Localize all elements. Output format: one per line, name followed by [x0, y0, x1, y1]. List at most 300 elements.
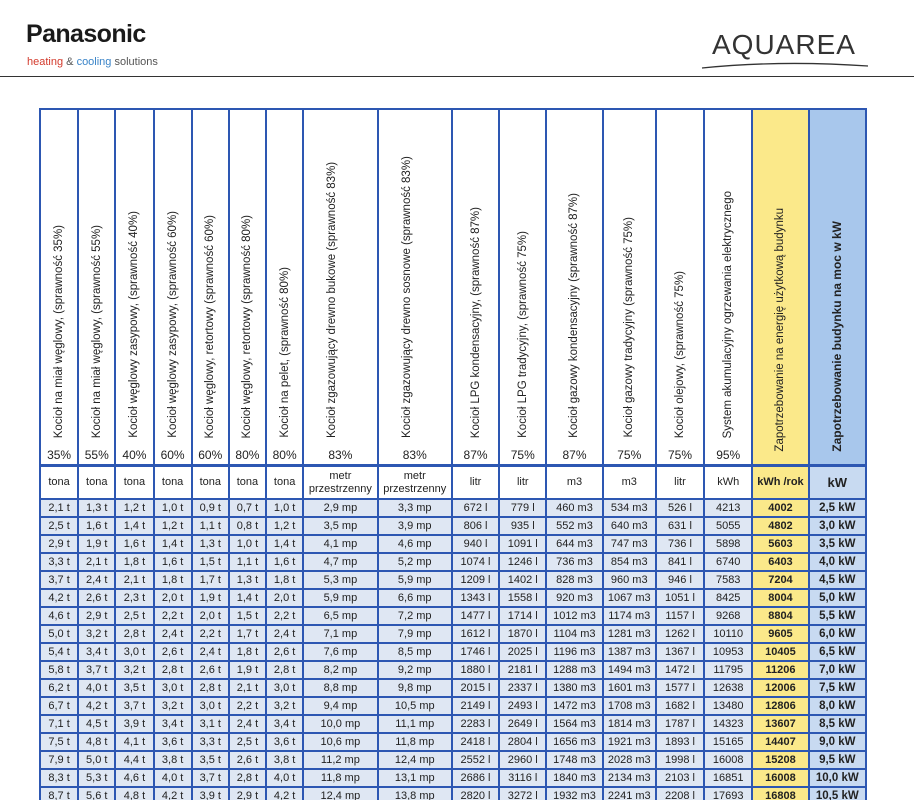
table-cell: 3,7 t [41, 570, 79, 588]
table-cell: 5,9 mp [379, 570, 453, 588]
table-cell: 1246 l [500, 552, 547, 570]
table-cell: 2,6 t [193, 660, 230, 678]
table-cell: 11795 [705, 660, 753, 678]
table-cell: 10953 [705, 642, 753, 660]
table-cell: 841 l [657, 552, 705, 570]
table-cell: 6,0 kW [810, 624, 865, 642]
table-cell: 1,8 t [155, 570, 193, 588]
table-cell: 11,8 mp [379, 732, 453, 750]
comparison-table [41, 110, 865, 800]
tagline-amp: & [66, 56, 74, 68]
table-cell: 3,9 t [116, 714, 154, 732]
table-row [41, 570, 865, 588]
table-cell: 1612 l [453, 624, 500, 642]
table-row [41, 786, 865, 800]
table-cell: 1380 m3 [547, 678, 603, 696]
table-cell: 11,8 mp [304, 768, 378, 786]
table-cell: 4213 [705, 498, 753, 516]
table-cell: 4,0 kW [810, 552, 865, 570]
table-cell: 2,6 t [230, 750, 267, 768]
table-row [41, 606, 865, 624]
table-cell: 4,1 mp [304, 534, 378, 552]
table-cell: 2337 l [500, 678, 547, 696]
table-cell: 10405 [753, 642, 809, 660]
table-cell: 1367 l [657, 642, 705, 660]
unit-cell: tona [193, 464, 230, 498]
table-cell: 9,2 mp [379, 660, 453, 678]
table-cell: 11,2 mp [304, 750, 378, 768]
table-cell: 747 m3 [604, 534, 657, 552]
column-label: Kocioł LPG tradycyjny, (sprawność 75%) [516, 231, 529, 438]
table-row [41, 732, 865, 750]
table-cell: 2,5 t [116, 606, 154, 624]
table-cell: 6403 [753, 552, 809, 570]
column-label: Kocioł gazowy kondensacyjny (sprawność 87%) [568, 193, 581, 438]
table-cell: 2,2 t [267, 606, 304, 624]
table-cell: 2283 l [453, 714, 500, 732]
table-cell: 2,1 t [79, 552, 116, 570]
table-cell: 2,5 t [230, 732, 267, 750]
table-cell: 16808 [753, 786, 809, 800]
table-cell: 2181 l [500, 660, 547, 678]
table-cell: 16008 [753, 768, 809, 786]
table-cell: 2804 l [500, 732, 547, 750]
table-cell: 1,0 t [230, 534, 267, 552]
table-row [41, 750, 865, 768]
table-cell: 3,2 t [155, 696, 193, 714]
table-cell: 1,9 t [230, 660, 267, 678]
table-cell: 7,5 t [41, 732, 79, 750]
table-cell: 4,2 t [79, 696, 116, 714]
table-cell: 8,5 kW [810, 714, 865, 732]
table-cell: 2,0 t [193, 606, 230, 624]
table-cell: 1880 l [453, 660, 500, 678]
table-row [41, 678, 865, 696]
table-cell: 5603 [753, 534, 809, 552]
table-row [41, 624, 865, 642]
table-cell: 7,2 mp [379, 606, 453, 624]
table-cell: 1,1 t [230, 552, 267, 570]
table-cell: 1577 l [657, 678, 705, 696]
table-cell: 1682 l [657, 696, 705, 714]
column-efficiency: 75% [510, 448, 535, 462]
table-cell: 2,1 t [41, 498, 79, 516]
unit-cell: kWh [705, 464, 753, 498]
table-cell: 2,8 t [193, 678, 230, 696]
table-cell: 14407 [753, 732, 809, 750]
table-cell: 1714 l [500, 606, 547, 624]
table-cell: 4,0 t [79, 678, 116, 696]
table-cell: 3,5 kW [810, 534, 865, 552]
table-cell: 5,9 mp [304, 588, 378, 606]
table-cell: 8,2 mp [304, 660, 378, 678]
column-header [379, 110, 453, 464]
table-cell: 1,5 t [230, 606, 267, 624]
column-header [304, 110, 378, 464]
column-label: Kocioł węglowy zasypowy, (sprawność 40%) [128, 211, 141, 438]
table-cell: 935 l [500, 516, 547, 534]
table-cell: 2,3 t [116, 588, 154, 606]
table-cell: 2,4 t [230, 714, 267, 732]
table-cell: 8,7 t [41, 786, 79, 800]
table-cell: 0,9 t [193, 498, 230, 516]
table-cell: 1601 m3 [604, 678, 657, 696]
table-cell: 1,9 t [79, 534, 116, 552]
table-cell: 6,6 mp [379, 588, 453, 606]
unit-cell: kWh /rok [753, 464, 809, 498]
table-cell: 644 m3 [547, 534, 603, 552]
table-cell: 1,3 t [230, 570, 267, 588]
tagline-heating: heating [27, 56, 64, 68]
unit-cell: tona [116, 464, 154, 498]
table-row [41, 714, 865, 732]
table-cell: 12,4 mp [304, 786, 378, 800]
table-cell: 5,2 mp [379, 552, 453, 570]
table-cell: 12006 [753, 678, 809, 696]
table-cell: 2960 l [500, 750, 547, 768]
table-cell: 5,5 kW [810, 606, 865, 624]
table-cell: 15165 [705, 732, 753, 750]
table-cell: 4802 [753, 516, 809, 534]
table-row [41, 516, 865, 534]
column-label: Zapotrzebowanie budynku na moc w kW [830, 221, 845, 452]
column-label: Kocioł węglowy zasypowy, (sprawność 60%) [166, 211, 179, 438]
table-cell: 2,6 t [155, 642, 193, 660]
table-row [41, 588, 865, 606]
table-cell: 672 l [453, 498, 500, 516]
table-cell: 5,0 t [79, 750, 116, 768]
table-cell: 1288 m3 [547, 660, 603, 678]
table-cell: 1656 m3 [547, 732, 603, 750]
table-cell: 2,8 t [230, 768, 267, 786]
column-efficiency: 80% [235, 448, 260, 462]
table-cell: 7,9 mp [379, 624, 453, 642]
table-cell: 1787 l [657, 714, 705, 732]
unit-cell: m3 [547, 464, 603, 498]
table-cell: 2418 l [453, 732, 500, 750]
column-label: System akumulacyjny ogrzewania elektrycznego [722, 190, 735, 438]
column-label: Kocioł olejowy, (sprawność 75%) [673, 270, 686, 438]
table-cell: 2,2 t [193, 624, 230, 642]
table-cell: 3,4 t [155, 714, 193, 732]
table-cell: 1893 l [657, 732, 705, 750]
unit-cell: metr przestrzenny [304, 464, 378, 498]
table-cell: 2,4 t [193, 642, 230, 660]
table-cell: 946 l [657, 570, 705, 588]
table-cell: 1091 l [500, 534, 547, 552]
table-cell: 4,0 t [267, 768, 304, 786]
table-cell: 9605 [753, 624, 809, 642]
table-cell: 2103 l [657, 768, 705, 786]
table-cell: 2820 l [453, 786, 500, 800]
unit-cell: m3 [604, 464, 657, 498]
table-cell: 1,6 t [79, 516, 116, 534]
table-cell: 631 l [657, 516, 705, 534]
table-cell: 5,8 t [41, 660, 79, 678]
table-cell: 2,4 t [79, 570, 116, 588]
table-cell: 640 m3 [604, 516, 657, 534]
unit-cell: kW [810, 464, 865, 498]
table-cell: 13480 [705, 696, 753, 714]
table-cell: 4,2 t [155, 786, 193, 800]
table-cell: 4,5 kW [810, 570, 865, 588]
table-cell: 1,8 t [116, 552, 154, 570]
column-efficiency: 87% [463, 448, 488, 462]
table-cell: 1472 l [657, 660, 705, 678]
table-cell: 4,4 t [116, 750, 154, 768]
table-cell: 1,7 t [193, 570, 230, 588]
table-cell: 2,8 t [267, 660, 304, 678]
table-cell: 16851 [705, 768, 753, 786]
table-cell: 7204 [753, 570, 809, 588]
table-cell: 5,3 t [79, 768, 116, 786]
table-cell: 1998 l [657, 750, 705, 768]
table-cell: 6740 [705, 552, 753, 570]
table-cell: 17693 [705, 786, 753, 800]
table-cell: 3,5 t [116, 678, 154, 696]
table-cell: 2028 m3 [604, 750, 657, 768]
table-cell: 1,2 t [116, 498, 154, 516]
column-efficiency: 83% [328, 448, 353, 462]
table-cell: 1051 l [657, 588, 705, 606]
table-cell: 4,8 t [79, 732, 116, 750]
units-row [41, 464, 865, 498]
table-cell: 3,4 t [79, 642, 116, 660]
table-cell: 2,0 t [155, 588, 193, 606]
column-header [453, 110, 500, 464]
table-row [41, 498, 865, 516]
table-cell: 1,6 t [116, 534, 154, 552]
table-cell: 2,9 mp [304, 498, 378, 516]
table-cell: 2686 l [453, 768, 500, 786]
table-cell: 2,0 t [267, 588, 304, 606]
table-cell: 1,4 t [230, 588, 267, 606]
column-header [116, 110, 154, 464]
brand-tagline [27, 56, 158, 68]
table-header-row [41, 110, 865, 464]
unit-cell: metr przestrzenny [379, 464, 453, 498]
unit-cell: tona [155, 464, 193, 498]
table-cell: 8004 [753, 588, 809, 606]
column-header [41, 110, 79, 464]
unit-cell: tona [41, 464, 79, 498]
table-cell: 12806 [753, 696, 809, 714]
unit-cell: tona [267, 464, 304, 498]
column-efficiency: 87% [562, 448, 587, 462]
table-cell: 4,6 t [41, 606, 79, 624]
table-cell: 3,6 t [267, 732, 304, 750]
table-cell: 2,6 t [79, 588, 116, 606]
table-cell: 779 l [500, 498, 547, 516]
table-cell: 4,7 mp [304, 552, 378, 570]
table-cell: 2025 l [500, 642, 547, 660]
table-row [41, 642, 865, 660]
table-row [41, 696, 865, 714]
aquarea-swoosh-icon [700, 58, 870, 74]
table-cell: 1921 m3 [604, 732, 657, 750]
table-cell: 14323 [705, 714, 753, 732]
column-efficiency: 60% [198, 448, 223, 462]
table-cell: 0,7 t [230, 498, 267, 516]
column-efficiency: 60% [160, 448, 185, 462]
table-cell: 5,0 kW [810, 588, 865, 606]
table-cell: 1472 m3 [547, 696, 603, 714]
table-cell: 2208 l [657, 786, 705, 800]
column-efficiency: 80% [272, 448, 297, 462]
table-cell: 13607 [753, 714, 809, 732]
table-cell: 7,1 t [41, 714, 79, 732]
table-cell: 1281 m3 [604, 624, 657, 642]
table-cell: 4,6 t [116, 768, 154, 786]
column-efficiency: 40% [122, 448, 147, 462]
table-row [41, 768, 865, 786]
tagline-solutions: solutions [114, 56, 158, 68]
table-cell: 3,3 mp [379, 498, 453, 516]
table-cell: 1,8 t [230, 642, 267, 660]
column-label: Kocioł LPG kondensacyjny, (sprawność 87%) [469, 206, 482, 438]
table-row [41, 552, 865, 570]
table-cell: 15208 [753, 750, 809, 768]
column-header [810, 110, 865, 464]
table-cell: 3,7 t [193, 768, 230, 786]
table-cell: 16008 [705, 750, 753, 768]
table-cell: 828 m3 [547, 570, 603, 588]
table-cell: 1067 m3 [604, 588, 657, 606]
page-header [0, 0, 914, 78]
table-cell: 854 m3 [604, 552, 657, 570]
table-cell: 9,0 kW [810, 732, 865, 750]
table-cell: 8,8 mp [304, 678, 378, 696]
table-cell: 3,2 t [79, 624, 116, 642]
table-cell: 1,6 t [267, 552, 304, 570]
table-cell: 7,0 kW [810, 660, 865, 678]
column-header [604, 110, 657, 464]
column-label: Kocioł węglowy, retortowy (sprawność 60%) [204, 214, 217, 438]
table-cell: 1,0 t [155, 498, 193, 516]
table-cell: 940 l [453, 534, 500, 552]
column-header [500, 110, 547, 464]
table-cell: 5898 [705, 534, 753, 552]
table-cell: 1,4 t [155, 534, 193, 552]
column-efficiency: 83% [402, 448, 427, 462]
table-cell: 4,8 t [116, 786, 154, 800]
table-cell: 6,7 t [41, 696, 79, 714]
table-cell: 1708 m3 [604, 696, 657, 714]
table-cell: 9,8 mp [379, 678, 453, 696]
table-cell: 7,9 t [41, 750, 79, 768]
table-cell: 6,5 mp [304, 606, 378, 624]
table-cell: 2,9 t [41, 534, 79, 552]
table-cell: 3,5 mp [304, 516, 378, 534]
table-cell: 2552 l [453, 750, 500, 768]
table-cell: 3,3 t [193, 732, 230, 750]
column-efficiency: 35% [47, 448, 72, 462]
unit-cell: litr [500, 464, 547, 498]
table-cell: 736 l [657, 534, 705, 552]
table-cell: 2,8 t [155, 660, 193, 678]
table-cell: 2,9 t [230, 786, 267, 800]
table-cell: 5,6 t [79, 786, 116, 800]
table-cell: 1104 m3 [547, 624, 603, 642]
table-cell: 0,8 t [230, 516, 267, 534]
table-cell: 2,6 t [267, 642, 304, 660]
table-cell: 1,0 t [267, 498, 304, 516]
table-cell: 12,4 mp [379, 750, 453, 768]
tagline-cooling: cooling [76, 56, 112, 68]
table-cell: 8,0 kW [810, 696, 865, 714]
unit-cell: tona [79, 464, 116, 498]
column-header [657, 110, 705, 464]
table-cell: 5055 [705, 516, 753, 534]
table-cell: 13,1 mp [379, 768, 453, 786]
table-cell: 1870 l [500, 624, 547, 642]
table-cell: 8,3 t [41, 768, 79, 786]
heating-cost-table [39, 108, 867, 800]
column-header [79, 110, 116, 464]
table-cell: 2,5 kW [810, 498, 865, 516]
unit-cell: tona [230, 464, 267, 498]
column-efficiency: 75% [617, 448, 642, 462]
column-label: Kocioł gazowy tradycyjny (sprawność 75%) [623, 217, 636, 438]
table-cell: 3272 l [500, 786, 547, 800]
table-row [41, 534, 865, 552]
column-label: Kocioł zgazowujący drewno sosnowe (sprawność 83%) [400, 156, 413, 438]
table-cell: 3,0 t [193, 696, 230, 714]
table-cell: 1494 m3 [604, 660, 657, 678]
table-cell: 1840 m3 [547, 768, 603, 786]
table-cell: 3,3 t [41, 552, 79, 570]
table-cell: 1746 l [453, 642, 500, 660]
table-cell: 3,2 t [267, 696, 304, 714]
table-cell: 1748 m3 [547, 750, 603, 768]
table-cell: 534 m3 [604, 498, 657, 516]
table-cell: 4,6 mp [379, 534, 453, 552]
table-cell: 736 m3 [547, 552, 603, 570]
table-cell: 4,5 t [79, 714, 116, 732]
table-cell: 8,5 mp [379, 642, 453, 660]
table-cell: 1,3 t [79, 498, 116, 516]
table-cell: 1157 l [657, 606, 705, 624]
table-cell: 10,0 kW [810, 768, 865, 786]
panasonic-logo: Panasonic [26, 20, 146, 48]
column-label: Kocioł na miał węglowy, (sprawność 55%) [90, 224, 103, 438]
table-cell: 2,5 t [41, 516, 79, 534]
table-cell: 3,8 t [267, 750, 304, 768]
table-cell: 1814 m3 [604, 714, 657, 732]
column-header [155, 110, 193, 464]
column-header [193, 110, 230, 464]
table-cell: 552 m3 [547, 516, 603, 534]
column-header [230, 110, 267, 464]
table-cell: 3,7 t [116, 696, 154, 714]
table-cell: 3,0 kW [810, 516, 865, 534]
table-cell: 7,5 kW [810, 678, 865, 696]
table-cell: 1,2 t [267, 516, 304, 534]
table-cell: 4,0 t [155, 768, 193, 786]
table-cell: 9,4 mp [304, 696, 378, 714]
table-cell: 3,8 t [155, 750, 193, 768]
table-cell: 10,5 kW [810, 786, 865, 800]
table-cell: 1012 m3 [547, 606, 603, 624]
table-cell: 5,0 t [41, 624, 79, 642]
table-cell: 920 m3 [547, 588, 603, 606]
table-cell: 1,3 t [193, 534, 230, 552]
table-cell: 1387 m3 [604, 642, 657, 660]
table-cell: 1209 l [453, 570, 500, 588]
table-cell: 8804 [753, 606, 809, 624]
table-cell: 10110 [705, 624, 753, 642]
table-cell: 2,4 t [155, 624, 193, 642]
